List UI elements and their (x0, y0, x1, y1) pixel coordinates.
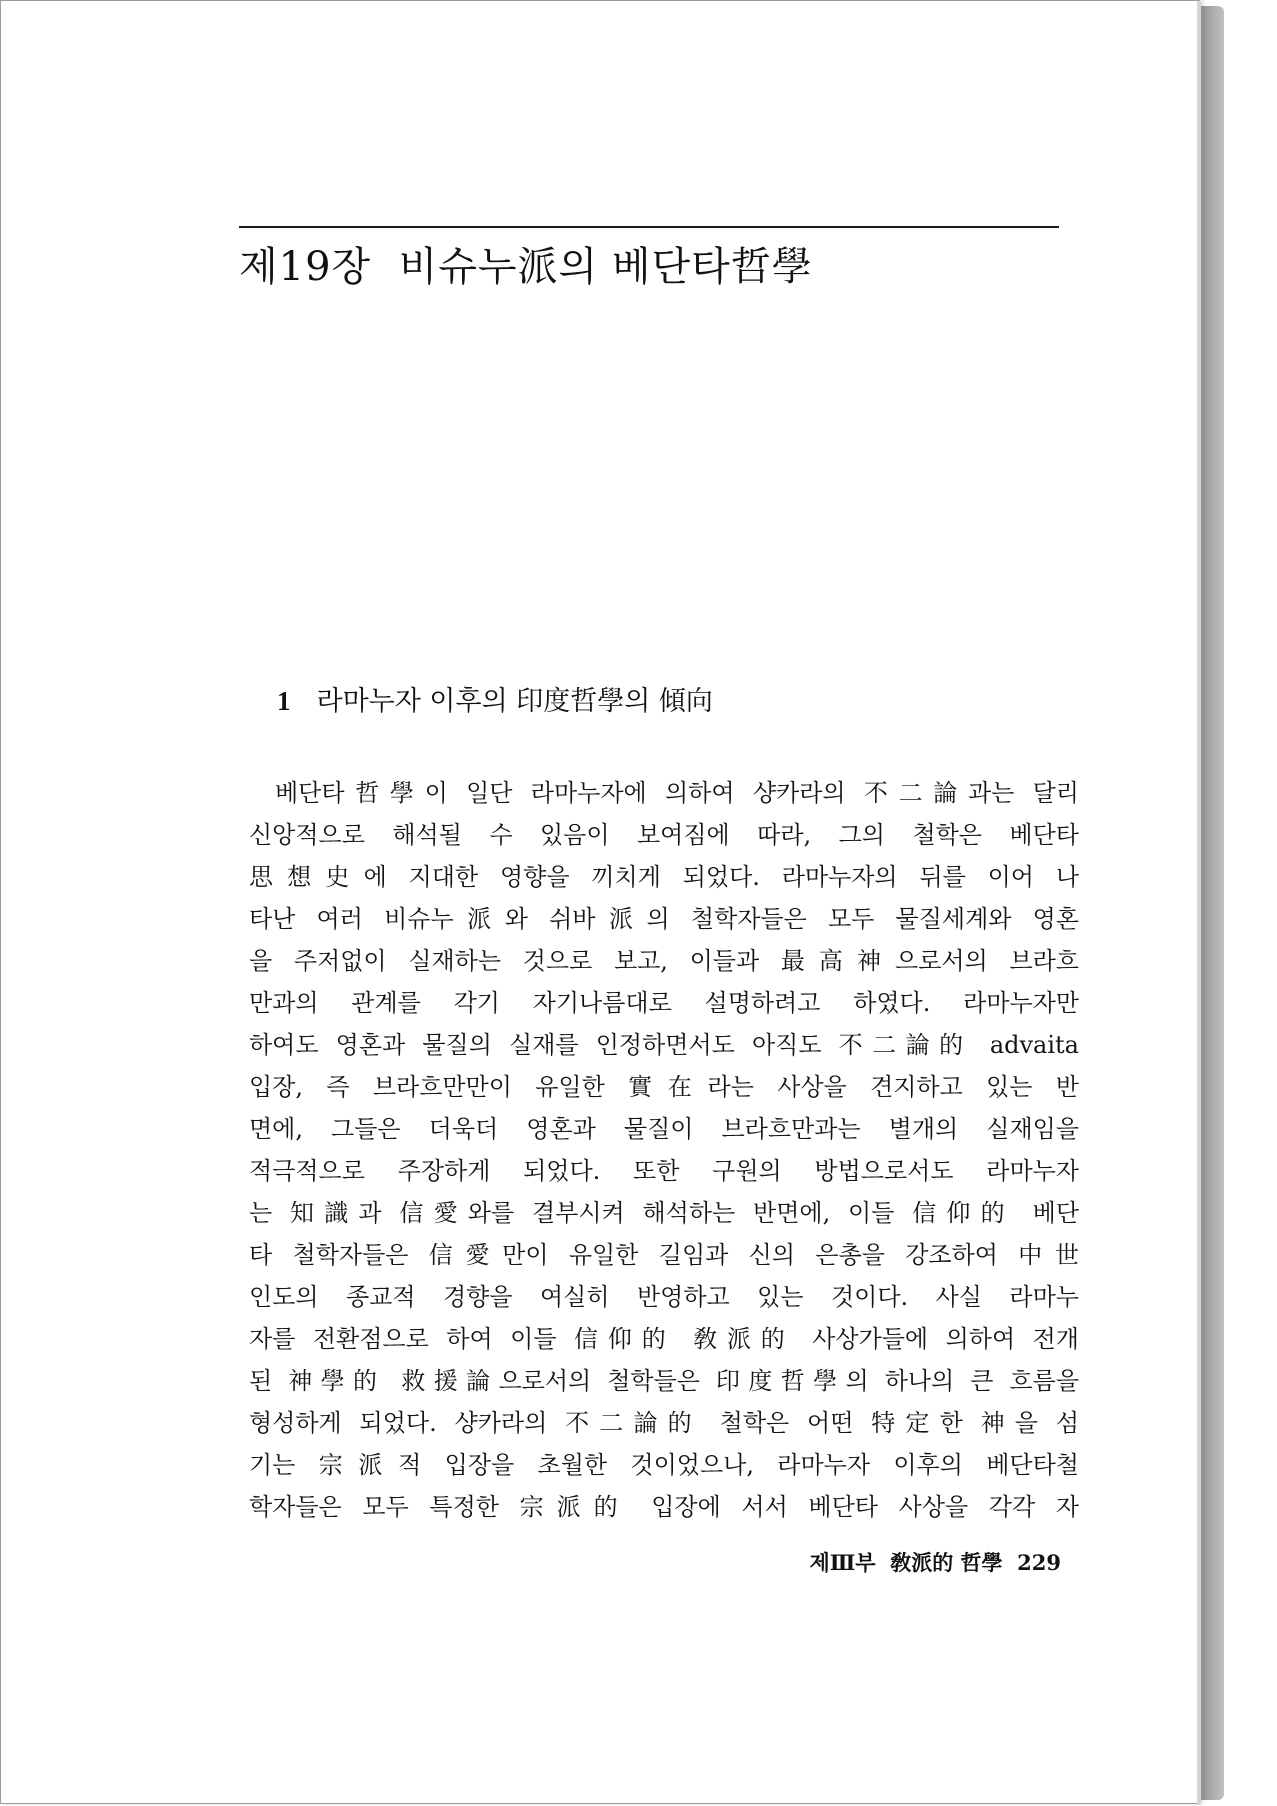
body-line: 신앙적으로 해석될 수 있음이 보여짐에 따라, 그의 철학은 베단타 (249, 821, 1079, 849)
body-line: 된 神學的 救援論으로서의 철학들은 印度哲學의 하나의 큰 흐름을 (249, 1367, 1079, 1395)
body-line: 思想史에 지대한 영향을 끼치게 되었다. 라마누자의 뒤를 이어 나 (249, 863, 1079, 891)
body-line: 기는 宗派적 입장을 초월한 것이었으나, 라마누자 이후의 베단타철 (249, 1451, 1079, 1479)
body-line: 타난 여러 비슈누派와 쉬바派의 철학자들은 모두 물질세계와 영혼 (249, 905, 1079, 933)
body-line: 학자들은 모두 특정한 宗派的 입장에 서서 베단타 사상을 각각 자 (249, 1493, 1079, 1521)
section-title: 라마누자 이후의 印度哲學의 傾向 (316, 686, 713, 717)
body-line: 베단타哲學이 일단 라마누자에 의하여 샹카라의 不二論과는 달리 (275, 779, 1079, 807)
section-number: 1 (277, 686, 291, 716)
body-line: 적극적으로 주장하게 되었다. 또한 구원의 방법으로서도 라마누자 (249, 1157, 1079, 1185)
body-line: 만과의 관계를 각기 자기나름대로 설명하려고 하였다. 라마누자만 (249, 989, 1079, 1017)
body-line: 면에, 그들은 더욱더 영혼과 물질이 브라흐만과는 별개의 실재임을 (249, 1115, 1079, 1143)
body-line: 타 철학자들은 信愛만이 유일한 길임과 신의 은총을 강조하여 中世 (249, 1241, 1079, 1269)
body-line: 하여도 영혼과 물질의 실재를 인정하면서도 아직도 不二論的 advaita (249, 1031, 1079, 1059)
body-line: 형성하게 되었다. 샹카라의 不二論的 철학은 어떤 特定한 神을 섬 (249, 1409, 1079, 1437)
running-footer: 제Ⅲ부 敎派的 哲學 229 (809, 1550, 1061, 1575)
body-line: 자를 전환점으로 하여 이들 信仰的 敎派的 사상가들에 의하여 전개 (249, 1325, 1079, 1353)
chapter-rule (239, 226, 1059, 228)
body-line: 입장, 즉 브라흐만만이 유일한 實在라는 사상을 견지하고 있는 반 (249, 1073, 1079, 1101)
body-line: 인도의 종교적 경향을 여실히 반영하고 있는 것이다. 사실 라마누 (249, 1283, 1079, 1311)
body-paragraph (249, 772, 1079, 1528)
body-line: 을 주저없이 실재하는 것으로 보고, 이들과 最高神으로서의 브라흐 (249, 947, 1079, 975)
section-heading (277, 681, 713, 722)
page-edge (1197, 1, 1201, 1805)
body-line: 는 知識과 信愛와를 결부시켜 해석하는 반면에, 이들 信仰的 베단 (249, 1199, 1079, 1227)
chapter-title: 제19장 비슈누派의 베단타哲學 (239, 244, 813, 290)
